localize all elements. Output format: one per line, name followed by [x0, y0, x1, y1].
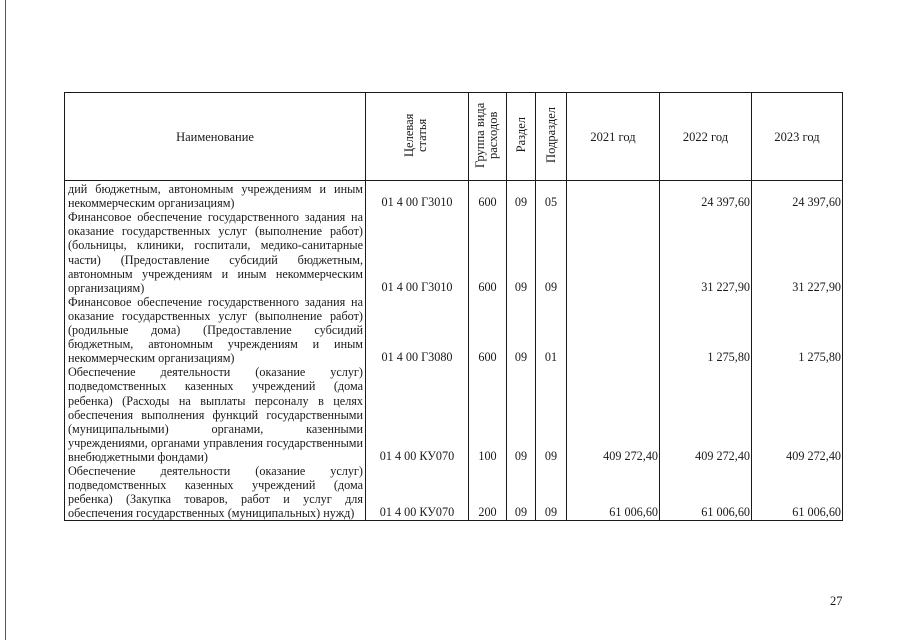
row-2023: 31 227,90	[752, 210, 843, 295]
row-expense-group: 200	[469, 464, 507, 521]
row-section: 09	[507, 295, 536, 365]
table-row	[65, 464, 843, 521]
row-2023: 24 397,60	[752, 181, 843, 211]
row-2022: 24 397,60	[660, 181, 752, 211]
row-subsection: 09	[536, 464, 567, 521]
table-row	[65, 295, 843, 365]
header-section-label: Раздел	[513, 117, 528, 153]
header-row	[65, 93, 843, 181]
row-section: 09	[507, 181, 536, 211]
row-target-item: 01 4 00 КУ070	[366, 365, 469, 464]
header-subsection	[536, 93, 567, 181]
row-expense-group: 600	[469, 210, 507, 295]
budget-table	[64, 92, 843, 521]
table-row	[65, 365, 843, 464]
header-subsection-label: Подраздел	[543, 107, 558, 163]
header-expense-group	[469, 93, 507, 181]
row-name: Финансовое обеспечение государственного задания на оказание государственных услуг (выполнение работ) (родильные дома) (Предоставление субсидий бюджетным, автономным учреждениям и иным некоммерческим организациям)	[65, 295, 366, 365]
row-name: дий бюджетным, автономным учреждениям и иным некоммерческим организациям)	[65, 181, 366, 211]
header-2023: 2023 год	[752, 93, 843, 181]
row-target-item: 01 4 00 Г3080	[366, 295, 469, 365]
row-target-item: 01 4 00 Г3010	[366, 210, 469, 295]
row-name: Обеспечение деятельности (оказание услуг) подведомственных казенных учреждений (дома ребенка) (Расходы на выплаты персоналу в целях обеспечения выполнения функций государственными (муниципальными) органами, казенными учреждениями, органами управления государственными внебюджетными фондами)	[65, 365, 366, 464]
row-subsection: 05	[536, 181, 567, 211]
row-section: 09	[507, 210, 536, 295]
header-expense-group-label: Группа вида расходов	[472, 102, 500, 168]
row-2023: 1 275,80	[752, 295, 843, 365]
row-expense-group: 600	[469, 181, 507, 211]
row-expense-group: 600	[469, 295, 507, 365]
row-2021	[567, 181, 660, 211]
row-name: Обеспечение деятельности (оказание услуг) подведомственных казенных учреждений (дома ребенка) (Закупка товаров, работ и услуг для обеспечения государственных (муниципальных) нужд)	[65, 464, 366, 521]
row-2021	[567, 295, 660, 365]
row-2022: 409 272,40	[660, 365, 752, 464]
table-row	[65, 210, 843, 295]
header-name: Наименование	[65, 93, 366, 181]
header-2021: 2021 год	[567, 93, 660, 181]
row-subsection: 09	[536, 210, 567, 295]
row-name: Финансовое обеспечение государственного задания на оказание государственных услуг (выполнение работ) (больницы, клиники, госпитали, медико-санитарные части) (Предоставление субсидий бюджетным, автономным учреждениям и иным некоммерческим организациям)	[65, 210, 366, 295]
header-target-item	[366, 93, 469, 181]
header-section	[507, 93, 536, 181]
row-2021	[567, 210, 660, 295]
row-section: 09	[507, 365, 536, 464]
header-target-item-label: Целевая статья	[402, 113, 429, 157]
row-target-item: 01 4 00 Г3010	[366, 181, 469, 211]
row-expense-group: 100	[469, 365, 507, 464]
row-2023: 409 272,40	[752, 365, 843, 464]
row-section: 09	[507, 464, 536, 521]
row-2022: 31 227,90	[660, 210, 752, 295]
row-2023: 61 006,60	[752, 464, 843, 521]
table-row	[65, 181, 843, 211]
header-2022: 2022 год	[660, 93, 752, 181]
row-2021: 61 006,60	[567, 464, 660, 521]
row-2021: 409 272,40	[567, 365, 660, 464]
page-left-edge	[5, 0, 6, 640]
row-target-item: 01 4 00 КУ070	[366, 464, 469, 521]
row-subsection: 01	[536, 295, 567, 365]
row-2022: 1 275,80	[660, 295, 752, 365]
row-2022: 61 006,60	[660, 464, 752, 521]
row-subsection: 09	[536, 365, 567, 464]
page-number: 27	[830, 594, 843, 608]
